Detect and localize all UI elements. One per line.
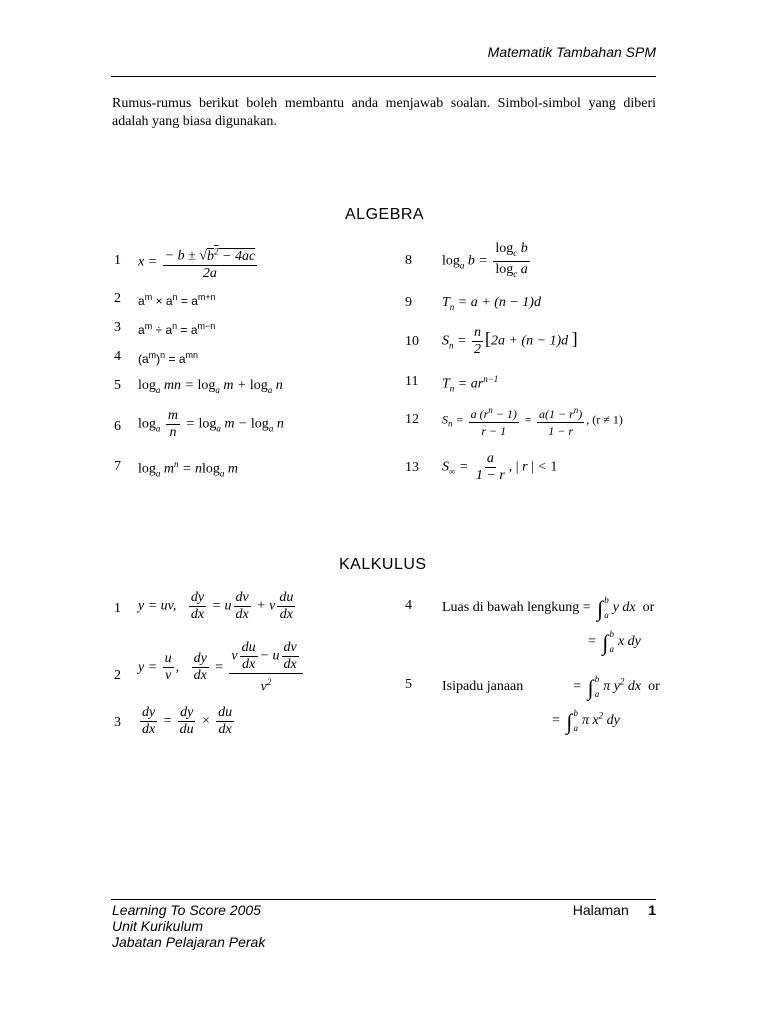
footer-line-1: Learning To Score 2005 xyxy=(112,902,261,918)
or-text: or xyxy=(642,600,655,616)
formula-quotient-rule: y = $\frac{u}{v}$ , $\frac{dy}{dx}$ = v $\frac{du}{dx}$ − u $\frac{dv}{dx}$ $v^2$ xyxy=(138,640,305,696)
formula-index-multiply: $a^m \times a^n = a^{m+n}$ xyxy=(138,292,216,308)
page-number: 1 xyxy=(648,902,656,918)
formula-number: 5 xyxy=(114,378,121,393)
formula-number: 4 xyxy=(114,349,121,364)
area-label: Luas di bawah lengkung xyxy=(442,600,580,616)
page-indicator xyxy=(573,902,656,918)
formula-number: 13 xyxy=(405,460,419,475)
formula-number: 11 xyxy=(405,374,419,389)
formula-change-base: $\log_a b$ = $\frac{\log_c b}{\log_c a}$ xyxy=(442,241,528,279)
formula-number: 3 xyxy=(114,320,121,335)
kalkulus-heading: KALKULUS xyxy=(339,556,427,573)
footer-line-2: Unit Kurikulum xyxy=(112,918,204,934)
formula-number: 2 xyxy=(114,668,121,683)
header-rule xyxy=(111,76,656,77)
formula-log-quotient: $\log_a$ $\frac{m}{n}$ = $\log_a m - \log_a n$ xyxy=(138,408,284,440)
formula-number: 1 xyxy=(114,253,121,268)
header-title: Matematik Tambahan SPM xyxy=(487,44,656,60)
formula-number: 9 xyxy=(405,295,412,310)
intro-text: Rumus-rumus berikut boleh membantu anda menjawab soalan. Simbol-simbol yang diberi adalah yang biasa digunakan. xyxy=(112,96,656,129)
formula-number: 10 xyxy=(405,334,419,349)
formula-product-rule: y = uv, $\frac{dy}{dx}$ = u $\frac{dv}{dx}$ + v $\frac{du}{dx}$ xyxy=(138,590,294,622)
or-text: or xyxy=(648,679,660,695)
formula-number: 4 xyxy=(405,598,412,613)
formula-index-divide: $a^m \div a^n = a^{m-n}$ xyxy=(138,321,216,337)
volume-label: Isipadu janaan xyxy=(442,679,524,695)
formula-log-power: $\log_a m^n = nlog_a$ m xyxy=(138,459,238,479)
formula-number: 12 xyxy=(405,412,419,427)
formula-number: 7 xyxy=(114,459,121,474)
formula-number: 1 xyxy=(114,601,121,616)
footer-rule xyxy=(111,899,656,900)
formula-number: 2 xyxy=(114,291,121,306)
formula-number: 5 xyxy=(405,677,412,692)
formula-index-power: $(a^m)^n = a^{mn}$ xyxy=(138,350,199,366)
formula-number: 3 xyxy=(114,715,121,730)
formula-log-product: $\log_a$ mn = $\log_a m + \log_a n$ xyxy=(138,378,283,395)
formula-gp-sum: $S_n$ = $\frac{a (r^n - 1)}{r - 1}$ = $\frac{a(1 - r^n)}{1 - r}$ , (r ≠ 1) xyxy=(442,402,623,439)
formula-area-alt: = ∫ b a x dy xyxy=(588,629,641,656)
formula-gp-term: $T_n = ar^{n-1}$ xyxy=(442,374,499,394)
formula-volume-alt: = ∫ b a π $x^2$ dy xyxy=(552,708,620,735)
formula-volume-revolution: Isipadu janaan = ∫ b a π $y^2$ dx or xyxy=(442,674,660,701)
footer-credits xyxy=(112,902,265,950)
footer-line-3: Jabatan Pelajaran Perak xyxy=(112,934,266,950)
formula-number: 8 xyxy=(405,253,412,268)
formula-quadratic: x = $\frac{- b \pm √b^2 - 4ac}{2a}$ xyxy=(138,243,259,282)
formula-chain-rule: $\frac{dy}{dx}$ = $\frac{dy}{du}$ × $\frac{du}{dx}$ xyxy=(142,705,233,737)
formula-area-under-curve: Luas di bawah lengkung = ∫ b a y dx or xyxy=(442,595,655,622)
formula-gp-infinity: $S_\infty$ = $\frac{a}{1 - r}$ , | r | < 1 xyxy=(442,451,558,483)
formula-number: 6 xyxy=(114,419,121,434)
formula-ap-term: $T_n = a + (n - 1)d$ xyxy=(442,295,541,312)
formula-ap-sum: $S_n$ = $\frac{n}{2}$ [2a + (n − 1)d ] xyxy=(442,325,578,357)
algebra-heading: ALGEBRA xyxy=(345,206,425,223)
page-label: Halaman xyxy=(572,902,629,918)
